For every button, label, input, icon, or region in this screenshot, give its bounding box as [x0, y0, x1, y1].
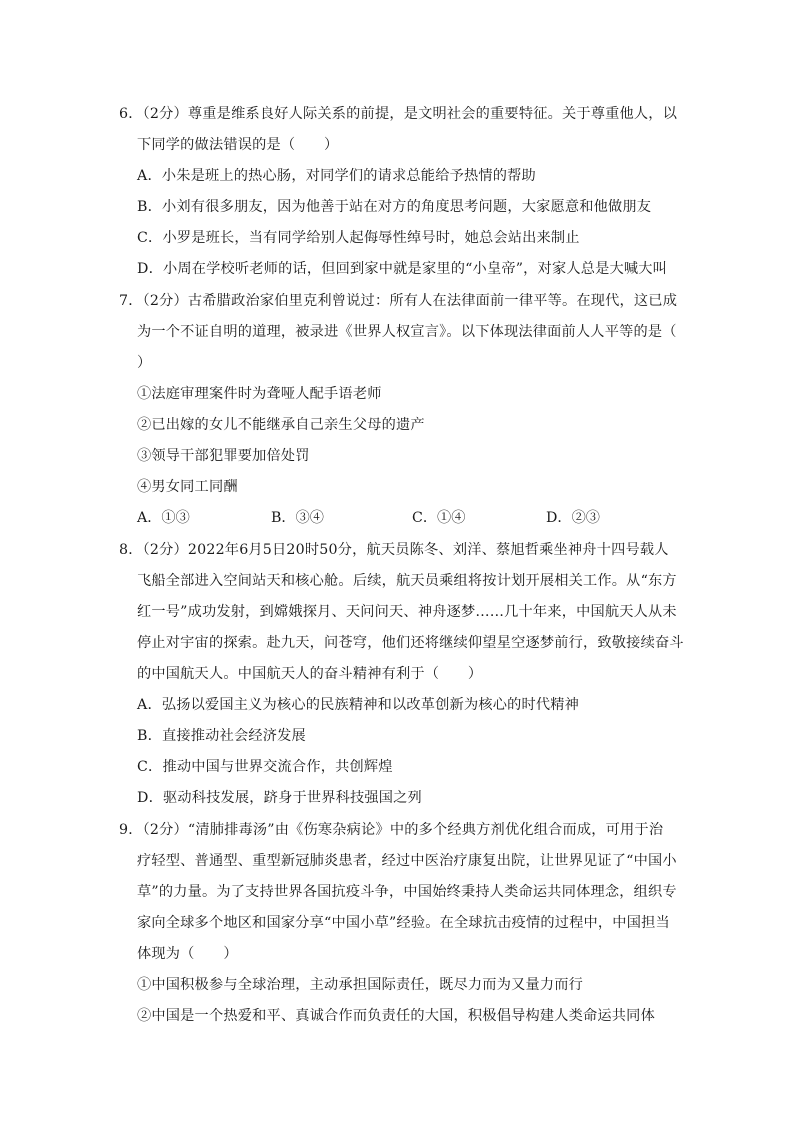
q7-option-d: D．②③	[546, 510, 600, 526]
q9-item-1: ①中国积极参与全球治理，主动承担国际责任，既尽力而为又量力而行	[137, 977, 584, 993]
q8-option-c: C．推动中国与世界交流合作，共创辉煌	[137, 759, 393, 775]
q6-option-b: B．小刘有很多朋友，因为他善于站在对方的角度思考问题，大家愿意和他做朋友	[137, 199, 652, 215]
q9-stem-line-5: 体现为（ ）	[137, 946, 238, 962]
q7-stem-line-3: ）	[137, 355, 152, 371]
q9-stem-line-4: 家向全球多个地区和国家分享“中国小草”经验。在全球抗击疫情的过程中，中国担当	[137, 915, 670, 931]
q7-option-a: A．①③	[137, 510, 190, 526]
q9-item-2: ②中国是一个热爱和平、真诚合作而负责任的大国，积极倡导构建人类命运共同体	[137, 1008, 655, 1024]
q7-stem-line-2: 为一个不证自明的道理，被录进《世界人权宣言》。以下体现法律面前人人平等的是（	[137, 324, 677, 340]
q7-item-3: ③领导干部犯罪要加倍处罚	[137, 448, 310, 464]
q6-option-a: A．小朱是班上的热心肠，对同学们的请求总能给予热情的帮助	[137, 168, 536, 184]
q8-option-d: D．驱动科技发展，跻身于世界科技强国之列	[137, 790, 422, 806]
q9-stem-line-1: 9．（2分）“清肺排毒汤”由《伤寒杂病论》中的多个经典方剂优化组合而成，可用于治	[119, 822, 664, 838]
q8-stem-line-4: 停止对宇宙的探索。赴九天，问苍穹，他们还将继续仰望星空逐梦前行，致敬接续奋斗	[137, 635, 684, 651]
q7-item-1: ①法庭审理案件时为聋哑人配手语老师	[137, 386, 382, 402]
q7-option-b: B．③④	[271, 510, 324, 526]
q8-option-a: A．弘扬以爱国主义为核心的民族精神和以改革创新为核心的时代精神	[137, 697, 580, 713]
q6-option-c: C．小罗是班长，当有同学给别人起侮辱性绰号时，她总会站出来制止	[137, 230, 580, 246]
q6-stem-line-2: 下同学的做法错误的是（ ）	[137, 137, 339, 153]
q7-option-c: C．①④	[412, 510, 466, 526]
q8-stem-line-2: 飞船全部进入空间站天和核心舱。后续，航天员乘组将按计划开展相关工作。从“东方	[137, 573, 677, 589]
q8-stem-line-3: 红一号”成功发射，到嫦娥探月、天问问天、神舟逐梦……几十年来，中国航天人从未	[137, 604, 677, 620]
q9-stem-line-3: 草”的力量。为了支持世界各国抗疫斗争，中国始终秉持人类命运共同体理念，组织专	[137, 884, 677, 900]
q8-stem-line-5: 的中国航天人。中国航天人的奋斗精神有利于（ ）	[137, 666, 483, 682]
q7-item-4: ④男女同工同酬	[137, 479, 238, 495]
q8-stem-line-1: 8．（2分）2022年6月5日20时50分，航天员陈冬、刘洋、蔡旭哲乘坐神舟十四号载人	[119, 542, 669, 558]
q9-stem-line-2: 疗轻型、普通型、重型新冠肺炎患者，经过中医治疗康复出院，让世界见证了“中国小	[137, 853, 677, 869]
q6-option-d: D．小周在学校听老师的话，但回到家中就是家里的“小皇帝”，对家人总是大喊大叫	[137, 261, 668, 277]
q6-stem-line-1: 6．（2分）尊重是维系良好人际关系的前提，是文明社会的重要特征。关于尊重他人，以	[119, 106, 678, 122]
q7-item-2: ②已出嫁的女儿不能继承自己亲生父母的遗产	[137, 417, 425, 433]
q7-stem-line-1: 7．（2分）古希腊政治家伯里克利曾说过：所有人在法律面前一律平等。在现代，这已成	[119, 293, 678, 309]
q7-options-row	[137, 508, 697, 528]
q8-option-b: B．直接推动社会经济发展	[137, 728, 306, 744]
